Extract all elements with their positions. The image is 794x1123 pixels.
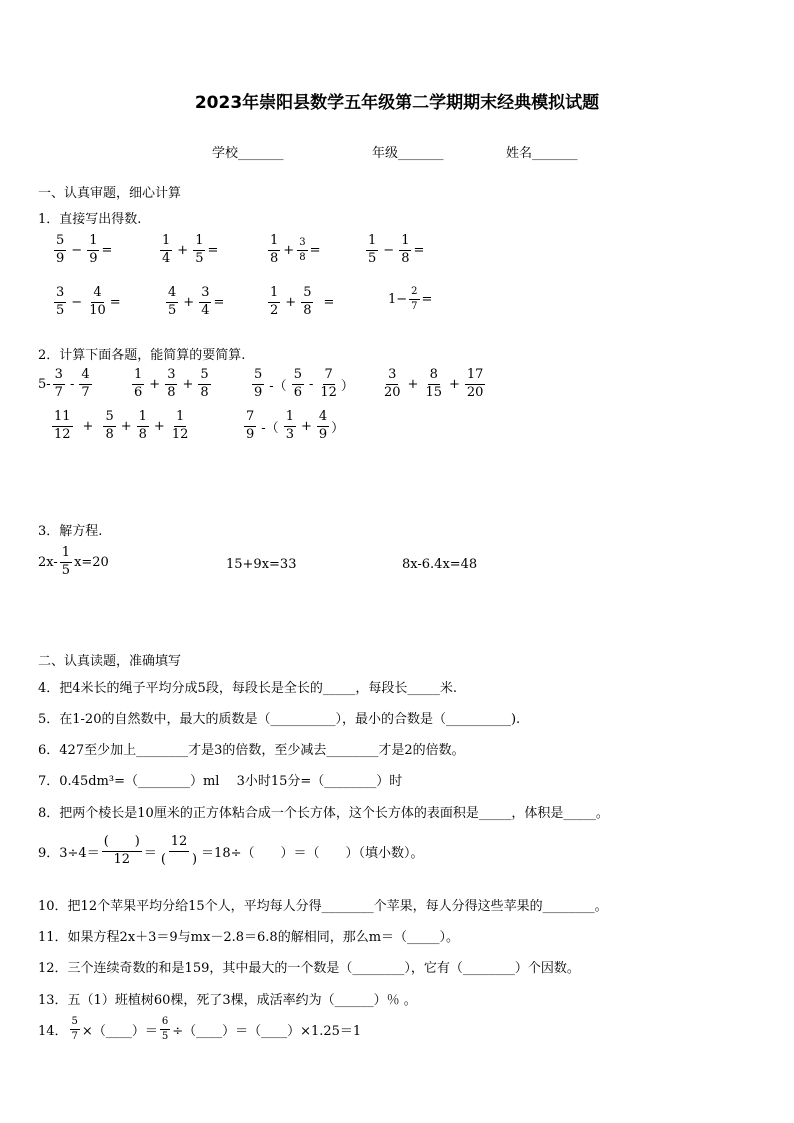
q2-expr-4: $\frac{3}{20}$ + $\frac{8}{15}$ + $\frac{17}{20}$ bbox=[384, 367, 484, 400]
question-1-label: 1．直接写出得数. bbox=[38, 212, 142, 227]
question-3-label: 3．解方程. bbox=[38, 524, 103, 539]
question-13: 13．五（1）班植树60棵，死了3棵，成活率约为（______）％ 。 bbox=[38, 993, 417, 1008]
q2-expr-1: 5- $\frac{3}{7}$ - $\frac{4}{7}$ bbox=[38, 367, 90, 400]
q2-expr-2: $\frac{1}{6}$ + $\frac{3}{8}$ + $\frac{5}{8}$ bbox=[134, 367, 209, 400]
question-6: 6．427至少加上________才是3的倍数，至少减去________才是2的倍数。 bbox=[38, 743, 465, 758]
q3-equation-1: 2x- $\frac{1}{5}$ x=20 bbox=[38, 545, 109, 578]
q2-expr-5: $\frac{11}{12}$ + $\frac{5}{8}$ + $\frac{1}{8}$ + $\frac{1}{12}$ bbox=[54, 409, 189, 442]
q1-expr-5: $\frac{3}{5}$ − $\frac{4}{10}$ = bbox=[56, 285, 121, 318]
q2-expr-3: $\frac{5}{9}$ -（ $\frac{5}{6}$ - $\frac{7}{12}$ ） bbox=[254, 367, 354, 400]
q1-expr-4: $\frac{1}{5}$ − $\frac{1}{8}$ = bbox=[368, 233, 425, 266]
question-4: 4．把4米长的绳子平均分成5段，每段长是全长的_____，每段长_____米. bbox=[38, 681, 457, 696]
q3-equation-3: 8x-6.4x=48 bbox=[402, 557, 478, 572]
section-1-heading: 一、认真审题，细心计算 bbox=[38, 186, 182, 201]
q1-expr-6: $\frac{4}{5}$ + $\frac{3}{4}$ = bbox=[168, 285, 225, 318]
question-9: 9．3÷4＝ $\frac{( )}{12}$ ＝ $\frac{12}{( )}$ ＝18÷（ ）＝（ ）（填小数）。 bbox=[38, 834, 424, 867]
question-2-label: 2．计算下面各题，能简算的要简算. bbox=[38, 348, 246, 363]
q1-expr-2: $\frac{1}{4}$ + $\frac{1}{5}$ = bbox=[162, 233, 219, 266]
page-title: 2023年崇阳县数学五年级第二学期期末经典模拟试题 bbox=[194, 93, 600, 113]
question-8: 8．把两个棱长是10厘米的正方体粘合成一个长方体，这个长方体的表面积是_____，体积是_____。 bbox=[38, 806, 609, 821]
q1-expr-7: $\frac{1}{2}$ + $\frac{5}{8}$ = bbox=[270, 285, 335, 318]
question-14: 14． $\frac{5}{7}$ ×（____）＝ $\frac{6}{5}$ ÷（____）＝（____）×1.25＝1 bbox=[38, 1016, 362, 1042]
q2-expr-6: $\frac{7}{9}$ -（ $\frac{1}{3}$ + $\frac{4}{9}$ ） bbox=[246, 409, 345, 442]
question-5: 5．在1-20的自然数中，最大的质数是（__________），最小的合数是（__________). bbox=[38, 712, 521, 727]
question-10: 10．把12个苹果平均分给15个人，平均每人分得________个苹果，每人分得这些苹果的________。 bbox=[38, 899, 608, 914]
name-field: 姓名_______ bbox=[506, 146, 578, 161]
q1-expr-1: $\frac{5}{9}$ − $\frac{1}{9}$ = bbox=[56, 233, 113, 266]
section-2-heading: 二、认真读题，准确填写 bbox=[38, 654, 182, 669]
grade-field: 年级_______ bbox=[372, 146, 444, 161]
q1-expr-8: 1− $\frac{2}{7}$ = bbox=[388, 286, 433, 312]
q1-expr-3: $\frac{1}{8}$ + $\frac{3}{8}$ = bbox=[270, 233, 321, 266]
q3-equation-2: 15+9x=33 bbox=[226, 557, 297, 572]
question-7: 7．0.45dm³=（________）ml 3小时15分=（________）时 bbox=[38, 774, 403, 789]
question-11: 11．如果方程2x＋3＝9与mx－2.8＝6.8的解相同，那么m＝（_____）。 bbox=[38, 930, 460, 945]
question-12: 12．三个连续奇数的和是159，其中最大的一个数是（________），它有（________）个因数。 bbox=[38, 961, 580, 976]
school-field: 学校_______ bbox=[212, 146, 284, 161]
